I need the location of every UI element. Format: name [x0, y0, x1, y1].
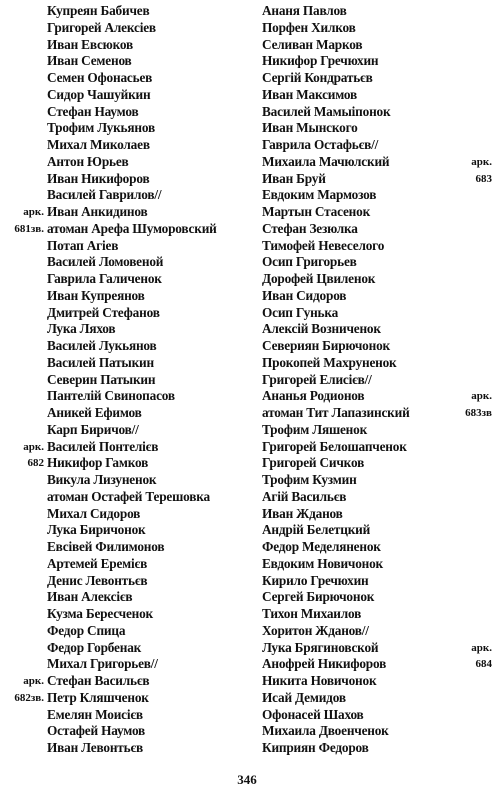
name-entry: Иван Семенов — [47, 53, 132, 69]
sheet-reference-number: 683 — [475, 172, 492, 185]
name-entry: Денис Левонтьєв — [47, 572, 148, 588]
name-entry: Евсівей Филимонов — [47, 539, 165, 554]
name-entry: Василей Патыкин — [47, 354, 154, 370]
name-entry: Иван Купреянов — [47, 287, 145, 303]
name-entry: Лука Брягиновской — [262, 639, 379, 655]
sheet-reference — [452, 640, 492, 674]
name-entry: Андрій Белетцкий — [262, 522, 371, 538]
name-entry: Евдоким Мармозов — [262, 187, 377, 203]
name-entry: Стефан Васильєв — [47, 673, 150, 688]
name-entry: Купреян Бабичев — [47, 3, 150, 18]
name-entry: Григорей Сичков — [262, 455, 365, 471]
name-entry: Хоритон Жданов// — [262, 622, 369, 638]
name-entry: Исай Демидов — [262, 689, 346, 705]
name-entry: Викула Лизуненок — [47, 472, 157, 487]
name-entry: Остафей Наумов — [47, 723, 146, 739]
name-entry: Михал Миколаев — [47, 137, 150, 152]
sheet-reference-label: арк. — [471, 390, 492, 403]
name-entry: Ананья Родионов — [262, 388, 365, 404]
name-entry: Осип Гунька — [262, 304, 339, 320]
sheet-reference-label: арк. — [471, 155, 492, 168]
name-entry: Селиван Марков — [262, 36, 363, 52]
page-number: 346 — [237, 772, 257, 787]
sheet-reference-number: 683зв — [465, 407, 492, 419]
name-entry: Михаила Мачюлский — [262, 153, 390, 169]
name-entry: Трофим Кузмин — [262, 472, 357, 487]
sheet-reference-number: 684 — [475, 658, 492, 671]
name-entry: Иван Мынского — [262, 120, 358, 136]
name-entry: Пантелій Свинопасов — [47, 388, 175, 404]
name-entry: Михал Григорьев// — [47, 656, 158, 672]
name-entry: Осип Григорьев — [262, 254, 357, 270]
name-entry: Василей Ломовеной — [47, 254, 164, 270]
name-entry: Офонасей Шахов — [262, 706, 364, 722]
name-entry: Агій Васильєв — [262, 488, 347, 504]
name-entry: Михал Сидоров — [47, 505, 141, 521]
name-entry: Василей Лукьянов — [47, 338, 157, 353]
name-entry: Кирило Гречюхин — [262, 572, 369, 588]
name-entry: Василей Гаврилов// — [47, 187, 162, 203]
name-entry: Лука Биричонок — [47, 522, 146, 538]
name-entry: Сергій Кондратьєв — [262, 70, 373, 85]
name-entry: Карп Биричов// — [47, 421, 139, 437]
name-entry: Антон Юрьев — [47, 153, 129, 169]
sheet-reference-label: арк. — [471, 641, 492, 654]
sheet-reference — [452, 388, 492, 422]
name-entry: атоман Тит Лапазинский — [262, 405, 410, 420]
name-entry: Киприян Федоров — [262, 740, 369, 755]
name-entry: Михаила Двоенченок — [262, 723, 389, 739]
name-entry: Василей Мамыіпонок — [262, 103, 391, 119]
name-entry: Севериян Бирючонок — [262, 338, 391, 353]
name-entry: Гаврила Остафьєв// — [262, 137, 379, 152]
name-entry: Иван Максимов — [262, 86, 358, 102]
name-entry: Стефан Наумов — [47, 103, 139, 119]
sheet-reference-number: 682 — [27, 457, 44, 470]
name-entry: Трофим Ляшенок — [262, 421, 368, 437]
name-entry: Иван Жданов — [262, 505, 343, 521]
name-entry: Трофим Лукьянов — [47, 120, 155, 136]
name-entry: Никита Новичонок — [262, 673, 377, 688]
name-entry: Григорей Елисієв// — [262, 371, 372, 387]
name-entry: Порфен Хилков — [262, 19, 356, 35]
name-entry: Семен Офонасьев — [47, 70, 153, 85]
name-entry: Сергей Бирючонок — [262, 589, 375, 605]
name-entry: Стефан Зезюлка — [262, 220, 358, 236]
name-entry: Федор Горбенак — [47, 639, 142, 655]
name-entry: Тимофей Невеселого — [262, 237, 385, 253]
sheet-reference-label: арк. — [23, 675, 44, 687]
sheet-reference-label: арк. — [23, 440, 44, 453]
name-entry: Артемей Еремієв — [47, 555, 148, 571]
name-entry: Анофрей Никифоров — [262, 656, 387, 672]
name-entry: Василей Понтелієв — [47, 438, 159, 454]
name-entry: Григорей Белошапченок — [262, 438, 407, 454]
name-entry: Иван Евсюков — [47, 36, 134, 52]
name-entry: Федор Меделяненок — [262, 539, 381, 554]
name-entry: Петр Кляшченок — [47, 689, 149, 705]
name-entry: Кузма Бересченок — [47, 606, 154, 621]
name-entry: Никифор Гамков — [47, 455, 149, 471]
sheet-reference-label: арк. — [23, 206, 44, 218]
name-entry: Иван Сидоров — [262, 287, 347, 303]
name-entry: Иван Анкидинов — [47, 204, 148, 219]
name-entry: Иван Никифоров — [47, 170, 150, 186]
name-entry: Евдоким Новичонок — [262, 555, 384, 571]
name-entry: Лука Ляхов — [47, 321, 116, 337]
name-entry: Дорофей Цвиленок — [262, 271, 376, 286]
name-entry: Гаврила Галиченок — [47, 271, 162, 286]
name-entry: Алексій Возниченок — [262, 321, 381, 337]
sheet-reference-number: 681зв. — [14, 222, 44, 235]
sheet-reference — [452, 154, 492, 188]
name-entry: Иван Левонтьєв — [47, 740, 143, 755]
left-name-column — [47, 3, 247, 757]
name-entry: Мартын Стасенок — [262, 204, 371, 219]
name-entry: Федор Спица — [47, 622, 126, 638]
name-entry: Тихон Михаилов — [262, 606, 362, 621]
sheet-reference — [0, 673, 44, 707]
name-entry: атоман Остафей Терешовка — [47, 488, 210, 504]
name-entry: Никифор Гречюхин — [262, 53, 379, 69]
name-entry: атоман Арефа Шуморовский — [47, 220, 217, 236]
name-entry: Ананя Павлов — [262, 3, 347, 18]
name-entry: Емелян Моисієв — [47, 706, 143, 722]
right-name-column — [262, 3, 462, 757]
name-entry: Потап Агіев — [47, 237, 119, 253]
sheet-reference — [0, 439, 44, 473]
name-entry: Сидор Чашуйкин — [47, 86, 151, 102]
name-entry: Прокопей Махруненок — [262, 354, 397, 370]
sheet-reference — [0, 204, 44, 238]
name-entry: Иван Бруй — [262, 170, 326, 186]
name-entry: Северин Патыкин — [47, 371, 156, 387]
name-entry: Аникей Ефимов — [47, 405, 142, 420]
name-entry: Дмитрей Стефанов — [47, 304, 160, 320]
name-entry: Иван Алексієв — [47, 589, 133, 605]
sheet-reference-number: 682зв. — [14, 691, 44, 704]
name-entry: Григорей Алексіев — [47, 19, 156, 35]
